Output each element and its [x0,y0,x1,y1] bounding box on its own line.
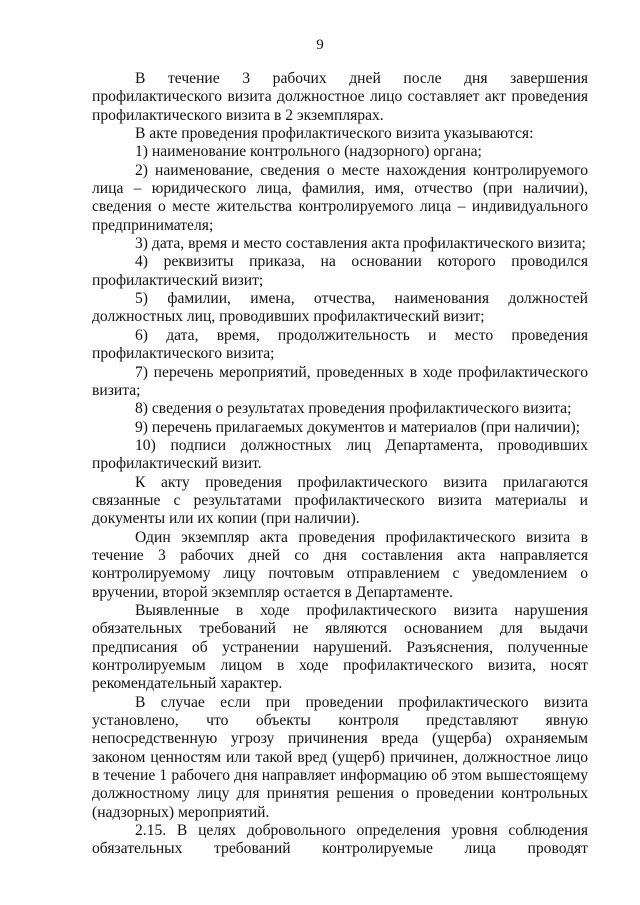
list-item-10: 10) подписи должностных лиц Департамента, проводивших профилактический визит. [92,436,588,473]
list-item-5: 5) фамилии, имена, отчества, наименования должностей должностных лиц, проводивших профилактический визит; [92,290,588,326]
paragraph-copy-delivery: Один экземпляр акта проведения профилактического визита в течение 3 рабочих дней со дня составления акта направляется контролируемому лицу почтовым отправлением с уведомлением о вручении, второй экземпляр остается в Департаменте. [92,528,588,601]
paragraph-violations: Выявленные в ходе профилактического визита нарушения обязательных требований не являются основанием для выдачи предписания об устранении нарушений. Разъяснения, полученные контролируемым лицом в ходе профилактического визита, носят рекомендательный характер. [92,601,588,693]
list-item-9: 9) перечень прилагаемых документов и материалов (при наличии); [135,418,581,436]
paragraph-act-deadline: В течение 3 рабочих дней после дня завершения профилактического визита должностное лицо составляет акт проведения профилактического визита в 2 экземплярах. [92,70,588,124]
list-item-1: 1) наименование контрольного (надзорного) органа; [135,143,482,161]
list-item-2: 2) наименование, сведения о месте нахождения контролируемого лица – юридического лица, фамилия, имя, отчество (при наличии), сведения о месте жительства контролируемого лица – индивидуального предпринимателя; [92,161,588,234]
page-number: 9 [316,37,324,53]
paragraph-section-2-15: 2.15. В целях добровольного определения уровня соблюдения обязательных требований контролируемые лица проводят [92,822,588,858]
paragraph-act-contents-intro: В акте проведения профилактического визита указываются: [135,125,534,143]
list-item-4: 4) реквизиты приказа, на основании которого проводился профилактический визит; [92,253,588,289]
list-item-6: 6) дата, время, продолжительность и место проведения профилактического визита; [92,326,588,363]
list-item-7: 7) перечень мероприятий, проведенных в ходе профилактического визита; [92,363,588,399]
list-item-8: 8) сведения о результатах проведения профилактического визита; [135,400,572,418]
document-body [92,70,588,859]
paragraph-threat-case: В случае если при проведении профилактического визита установлено, что объекты контроля представляют явную непосредственную угрозу причинения вреда (ущерба) охраняемым законом ценностям или такой вред (ущерб) причинен, должностное лицо в течение 1 рабочего дня направляет информацию об этом вышестоящему должностному лицу для принятия решения о проведении контрольных (надзорных) мероприятий. [92,693,588,821]
list-item-3: 3) дата, время и место составления акта профилактического визита; [135,235,586,253]
paragraph-attachments: К акту проведения профилактического визита прилагаются связанные с результатами профилактического визита материалы и документы или их копии (при наличии). [92,473,588,528]
